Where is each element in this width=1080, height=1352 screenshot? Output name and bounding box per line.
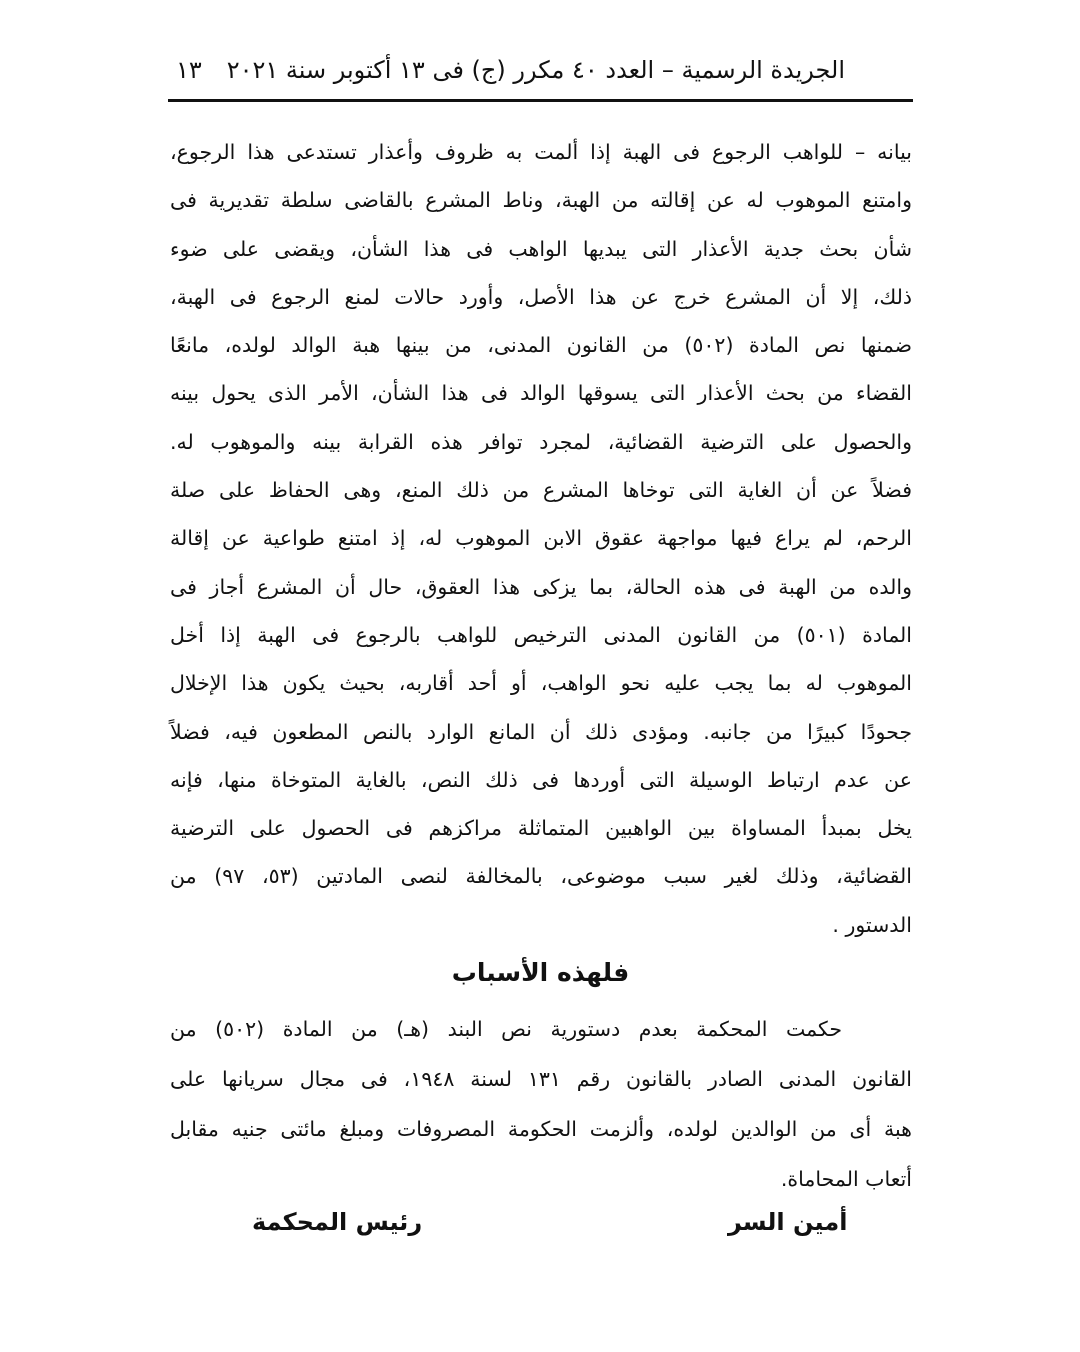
section-heading: فلهذه الأسباب <box>451 958 630 987</box>
body-line: القضاء من بحث الأعذار التى يسوقها الوالد فى هذا الشأن، الأمر الذى يحول بينه <box>170 381 912 406</box>
body-line: والحصول على الترضية القضائية، لمجرد توافر هذه القرابة بينه والموهوب له. <box>170 429 912 454</box>
body-line: شأن بحث جدية الأعذار التى يبديها الواهب فى هذا الشأن، ويقضى على ضوء <box>170 236 912 261</box>
body-text <box>170 128 912 949</box>
ruling-line: حكمت المحكمة بعدم دستورية نص البند (هـ) من المادة (٥٠٢) من <box>170 1017 842 1041</box>
body-line: الموهوب له بما يجب عليه نحو الواهب، أو أحد أقاربه، بحيث يكون هذا الإخلال <box>170 671 912 696</box>
body-line: يخل بمبدأ المساواة بين الواهبين المتماثلة مراكزهم فى الحصول على الترضية <box>170 816 912 841</box>
body-line: فضلاً عن أن الغاية التى توخاها المشرع من ذلك المنع، وهى الحفاظ على صلة <box>170 478 912 503</box>
ruling-line: القانون المدنى الصادر بالقانون رقم ١٣١ لسنة ١٩٤٨، فى مجال سريانها على <box>170 1067 913 1091</box>
body-line: جحودًا كبيرًا من جانبه. ومؤدى ذلك أن المانع الوارد بالنص المطعون فيه، فضلاً <box>170 719 912 744</box>
body-line: عن عدم ارتباط الوسيلة التى أوردها فى ذلك النص، بالغاية المتوخاة منها، فإنه <box>170 767 912 792</box>
body-line: الرحم، لم يراع فيها مواجهة عقوق الابن الموهوب له، إذ امتنع طواعية عن إقالة <box>170 526 912 551</box>
body-line: ضمنها نص المادة (٥٠٢) من القانون المدنى، من بينها هبة الوالد لولده، مانعًا <box>170 333 912 358</box>
body-line: والده من الهبة فى هذه الحالة، بما يزكى هذا العقوق، حال أن المشرع أجاز فى <box>170 574 912 599</box>
signature-president: رئيس المحكمة <box>252 1208 423 1236</box>
page-header <box>168 52 913 102</box>
body-line: المادة (٥٠١) من القانون المدنى الترخيص للواهب بالرجوع فى الهبة إذا أخل <box>170 622 912 647</box>
signature-secretary: أمين السر <box>728 1208 848 1236</box>
ruling-line: أتعاب المحاماة. <box>780 1167 912 1191</box>
header-title: الجريدة الرسمية – العدد ٤٠ مكرر (ج) فى ١٣ أكتوبر سنة ٢٠٢١ <box>226 56 845 84</box>
ruling-line: هبة أى من الوالدين لولده، وألزمت الحكومة المصروفات ومبلغ مائتى جنيه مقابل <box>170 1117 912 1141</box>
body-line: ذلك، إلا أن المشرع خرج عن هذا الأصل، وأورد حالات لمنع الرجوع فى الهبة، <box>170 284 912 309</box>
body-line: بيانه – للواهب الرجوع فى الهبة إذا ألمت به ظروف وأعذار تستدعى هذا الرجوع، <box>170 140 912 164</box>
body-line: الدستور . <box>832 912 912 937</box>
body-line: وامتنع الموهوب له عن إقالته من الهبة، وناط المشرع بالقاضى سلطة تقديرية فى <box>170 188 912 213</box>
body-line: القضائية، وذلك لغير سبب موضوعى، بالمخالفة لنصى المادتين (٥٣، ٩٧) من <box>170 864 912 889</box>
page-number: ١٣ <box>176 56 202 84</box>
ruling-text <box>170 1004 912 1204</box>
